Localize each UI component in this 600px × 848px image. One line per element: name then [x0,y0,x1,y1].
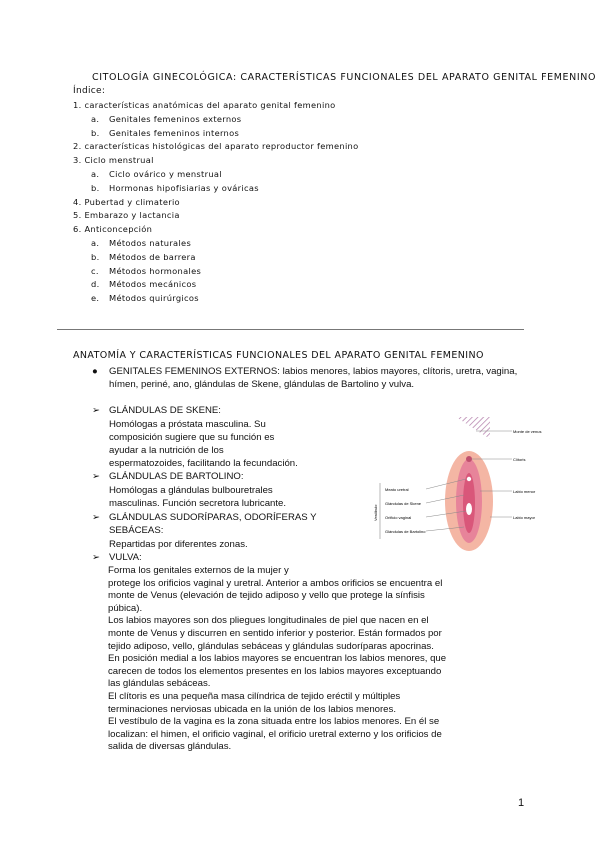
vulva-line: Forma los genitales externos de la mujer y [108,565,289,576]
vulva-line: monte de Venus (elevación de tejido adiposo y vello que protege la sínfisis [108,590,425,602]
vulva-line: protege los orificios vaginal y uretral. Anterior a ambos orificios se encuentra el [108,577,443,589]
vulva-line: salida de diversas glándulas. [108,741,232,753]
arrow-icon: ➢ [92,471,101,482]
vulva-line: carecen de todos los elementos presentes en los labios mayores exceptuando [108,665,442,677]
toc-item: 4. Pubertad y climaterio [73,196,180,207]
skene-line: Homólogas a próstata masculina. Su [109,419,266,430]
skene-line: composición sugiere que su función es [109,432,275,443]
toc-item: 5. Embarazo y lactancia [73,210,180,221]
vulva-line: El clítoris es una pequeña masa cilíndrica de tejido eréctil y múltiples [108,690,401,702]
vulva-description [108,565,526,754]
clitoris-shape [466,456,472,462]
bartolino-heading: GLÁNDULAS DE BARTOLINO: [109,471,244,482]
vulva-line: En posición medial a los labios mayores se encuentran los labios menores, que [108,653,447,665]
toc-subitem: b. Hormonas hipofisiarias y ováricas [91,182,259,193]
horizontal-divider [57,329,524,330]
toc-subitem: d. Métodos mecánicos [91,279,197,290]
bullet-external-genitals [92,366,522,391]
sweat-glands-line: Repartidas por diferentes zonas. [109,539,248,550]
skene-line: espermatozoides, facilitando la fecundación. [109,458,298,469]
figure-label: Labio mayor [513,515,536,520]
index-label: Índice: [73,86,106,96]
skene-heading: GLÁNDULAS DE SKENE: [109,405,221,416]
sweat-glands-heading: GLÁNDULAS SUDORÍPARAS, ODORÍFERAS Y [109,512,317,523]
arrow-icon: ➢ [92,512,101,523]
toc-item: 2. características histológicas del aparato reproductor femenino [73,141,359,152]
vulva-anatomy-figure [372,415,542,551]
sweat-glands-heading: SEBÁCEAS: [109,525,164,536]
table-of-contents [73,99,358,306]
bartolino-line: Homólogas a glándulas bulbouretrales [109,485,273,496]
vulva-section [92,552,142,565]
vaginal-orifice-shape [466,503,472,515]
figure-label: Labio menor [513,489,536,494]
bullet-text: labios menores, labios mayores, clítoris, uretra, vagina, hímen, periné, ano, glándulas de Skene, glándulas de Bartolino y vulva. [109,366,518,390]
toc-subitem: b. Genitales femeninos internos [91,127,240,138]
toc-subitem: a. Métodos naturales [91,237,192,248]
arrow-icon: ➢ [92,405,101,416]
figure-label: Clítoris [513,457,526,462]
vulva-line: Los labios mayores son dos pliegues longitudinales de piel que nacen en el [108,615,429,627]
section-title: ANATOMÍA Y CARACTERÍSTICAS FUNCIONALES DEL APARATO GENITAL FEMENINO [73,350,484,361]
toc-item: 3. Ciclo menstrual [73,155,154,166]
toc-subitem: a. Genitales femeninos externos [91,113,242,124]
vulva-heading: VULVA: [109,552,142,563]
toc-subitem: c. Métodos hormonales [91,265,202,276]
sweat-glands-section [92,512,317,550]
mons-pubis-hatch [456,417,490,439]
vulva-line: terminaciones nerviosas ubicada en la unión de los labios menores. [108,703,396,715]
vulva-line: tejido adiposo, vello, glándulas sebáceas y glándulas sudoríparas apocrinas. [108,640,434,652]
vulva-line: monte de Venus y discurren en sentido inferior y posterior. Están formados por [108,627,442,639]
figure-label: Vestíbulo [373,504,378,521]
toc-item: 6. Anticoncepción [73,224,153,235]
vulva-line: las glándulas sebáceas. [108,678,211,690]
figure-label: Meato uretral [385,487,409,492]
arrow-icon: ➢ [92,552,101,563]
document-title: CITOLOGÍA GINECOLÓGICA: CARACTERÍSTICAS FUNCIONALES DEL APARATO GENITAL FEMENINO [92,72,597,83]
bartolino-section [92,471,287,509]
skene-line: ayudar a la nutrición de los [109,445,224,456]
page-number: 1 [518,797,525,809]
vulva-line: púbica). [108,602,143,614]
figure-label: Monte de venus [513,429,542,434]
figure-label: Glándulas de Skene [385,501,422,506]
figure-label: Glándulas de Bartolino [385,529,426,534]
urethral-meatus-shape [467,477,471,481]
toc-subitem: e. Métodos quirúrgicos [91,293,199,304]
toc-subitem: b. Métodos de barrera [91,251,196,262]
vulva-line: El vestíbulo de la vagina es la zona situada entre los labios menores. En él se [108,716,440,728]
bullet-dot-icon: ● [92,366,98,377]
bullet-lead: GENITALES FEMENINOS EXTERNOS: [109,366,280,377]
vulva-line: localizan: el himen, el orificio vaginal, el orificio uretral externo y los orificios de [108,728,442,740]
bartolino-line: masculinas. Función secretora lubricante. [109,498,287,509]
toc-subitem: a. Ciclo ovárico y menstrual [91,168,222,179]
toc-item: 1. características anatómicas del aparato genital femenino [73,100,336,110]
figure-label: Orificio vaginal [385,515,412,520]
skene-section [92,405,298,469]
